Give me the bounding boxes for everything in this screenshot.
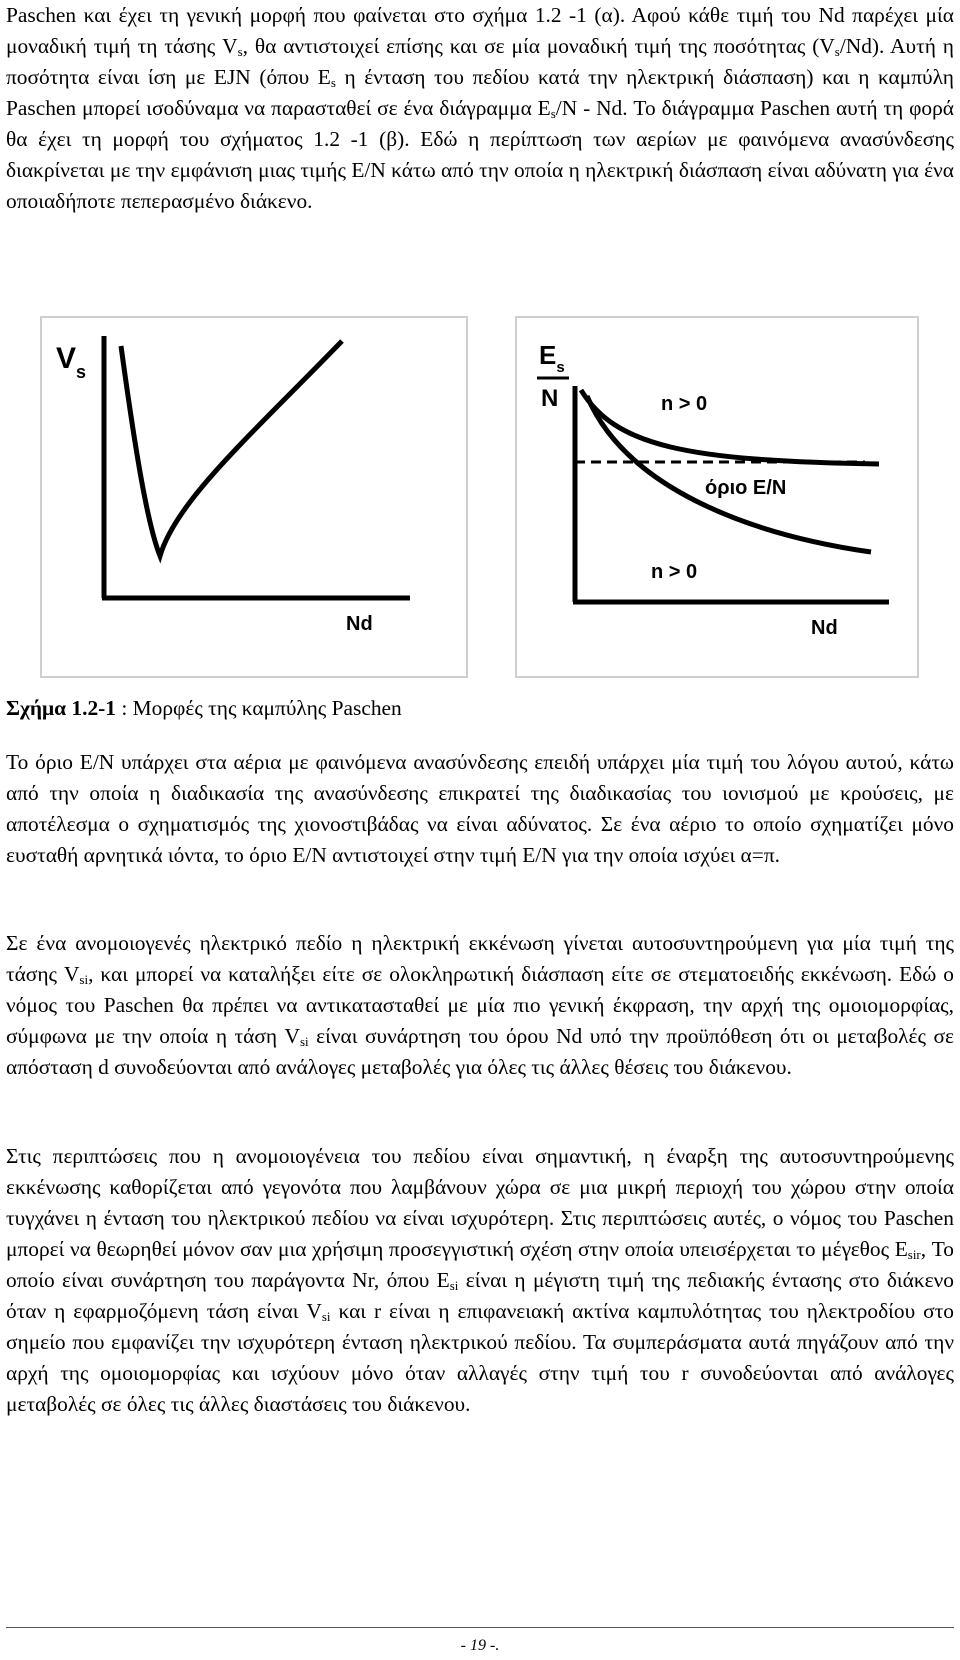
figure-a-x-label: Nd — [346, 613, 373, 635]
figure-b-paschen-curve — [515, 316, 919, 678]
figure-caption — [6, 693, 402, 724]
paragraph-1: Paschen και έχει τη γενική μορφή που φαίνεται στο σχήμα 1.2 -1 (α). Αφού κάθε τιμή του Nd παρέχει μία μοναδική τιμή τη τάσης $V_s$, θα αντιστοιχεί επίσης και σε μία μοναδική τιμή της ποσότητας $(V_s/Nd)$. Αυτή η ποσότητα είναι ίση με EJN (όπου $E_s$ η ένταση του πεδίου κατά την ηλεκτρική διάσπαση) και η καμπύλη Paschen μπορεί ισοδύναμα να παρασταθεί σε ένα διάγραμμα $E_s/N$ - Nd. Το διάγραμμα Paschen αυτή τη φορά θα έχει τη μορφή του σχήματος 1.2 -1 (β). Εδώ η περίπτωση των αερίων με φαινόμενα ανασύνδεσης διακρίνεται με την εμφάνιση μιας τιμής E/N κάτω από την οποία η ηλεκτρική διάσπαση είναι αδύνατη για ένα οποιαδήποτε πεπερασμένο διάκενο. — [6, 3, 954, 213]
figure-caption-text: : Μορφές της καμπύλης Paschen — [115, 696, 402, 720]
footer-divider — [6, 1627, 954, 1628]
figure-a-paschen-curve — [40, 316, 468, 678]
figure-a-diagram — [40, 316, 468, 678]
figure-b-x-label: Nd — [811, 617, 838, 639]
figure-b-upper-curve-label: n > 0 — [661, 393, 708, 415]
paragraph-3: Σε ένα ανομοιογενές ηλεκτρικό πεδίο η ηλεκτρική εκκένωση γίνεται αυτοσυντηρούμενη για μία τιμή της τάσης $V_{si}$, και μπορεί να καταλήξει είτε σε ολοκληρωτική διάσπαση είτε σε στεματοειδής εκκένωση. Εδώ ο νόμος του Paschen θα πρέπει να αντικατασταθεί με μία πιο γενική έκφραση, την αρχή της ομοιομορφίας, σύμφωνα με την οποία η τάση $V_{si}$ είναι συνάρτηση του όρου Nd υπό την προϋπόθεση ότι οι μεταβολές σε απόσταση d συνοδεύονται από ανάλογες μεταβολές για όλες τις άλλες θέσεις του διάκενου. — [6, 931, 954, 1079]
page-number: - 19 -. — [460, 1637, 500, 1654]
figure-b-y-label-numerator: $E_s$ — [539, 340, 565, 376]
figure-b-diagram — [515, 316, 919, 678]
figure-caption-label: Σχήμα 1.2-1 — [6, 696, 116, 720]
figure-b-y-label-denominator: N — [541, 385, 559, 412]
figure-a-y-label: $V_s$ — [56, 342, 87, 382]
figure-b-lower-curve-label: n > 0 — [651, 561, 698, 583]
paragraph-2: Το όριο E/N υπάρχει στα αέρια με φαινόμενα ανασύνδεσης επειδή υπάρχει μία τιμή του λόγου αυτού, κάτω από την οποία η διαδικασία της ανασύνδεσης επικρατεί της διαδικασίας του ιονισμού με κρούσεις, με αποτέλεσμα ο σχηματισμός της χιονοστιβάδας να είναι αδύνατος. Σε ένα αέριο το οποίο σχηματίζει μόνο ευσταθή αρνητικά ιόντα, το όριο E/N αντιστοιχεί στην τιμή E/N για την οποία ισχύει α=π. — [6, 750, 954, 867]
paragraph-4: Στις περιπτώσεις που η ανομοιογένεια του πεδίου είναι σημαντική, η έναρξη της αυτοσυντηρούμενης εκκένωσης καθορίζεται από γεγονότα που λαμβάνουν χώρα σε μια μικρή περιοχή του χώρου στην οποία τυγχάνει η ένταση του ηλεκτρικού πεδίου να είναι ισχυρότερη. Στις περιπτώσεις αυτές, ο νόμος του Paschen μπορεί να θεωρηθεί μόνον σαν μια χρήσιμη προσεγγιστική σχέση στην οποία υπεισέρχεται το μέγεθος $E_{sir}$, Το οποίο είναι συνάρτηση του παράγοντα Nr, όπου $E_{si}$ είναι η μέγιστη τιμή της πεδιακής έντασης στο διάκενο όταν η εφαρμοζόμενη τάση είναι $V_{si}$ και r είναι η επιφανειακή ακτίνα καμπυλότητας του ηλεκτροδίου στο σημείο που εμφανίζει την ισχυρότερη ένταση ηλεκτρικού πεδίου. Τα συμπεράσματα αυτά πηγάζουν από την αρχή της ομοιομορφίας και ισχύουν μόνο όταν αλλαγές στην τιμή του r συνοδεύονται από ανάλογες μεταβολές σε όλες τις άλλες διαστάσεις του διάκενου. — [6, 1144, 954, 1416]
figure-b-limit-label: όριο E/N — [705, 477, 787, 499]
